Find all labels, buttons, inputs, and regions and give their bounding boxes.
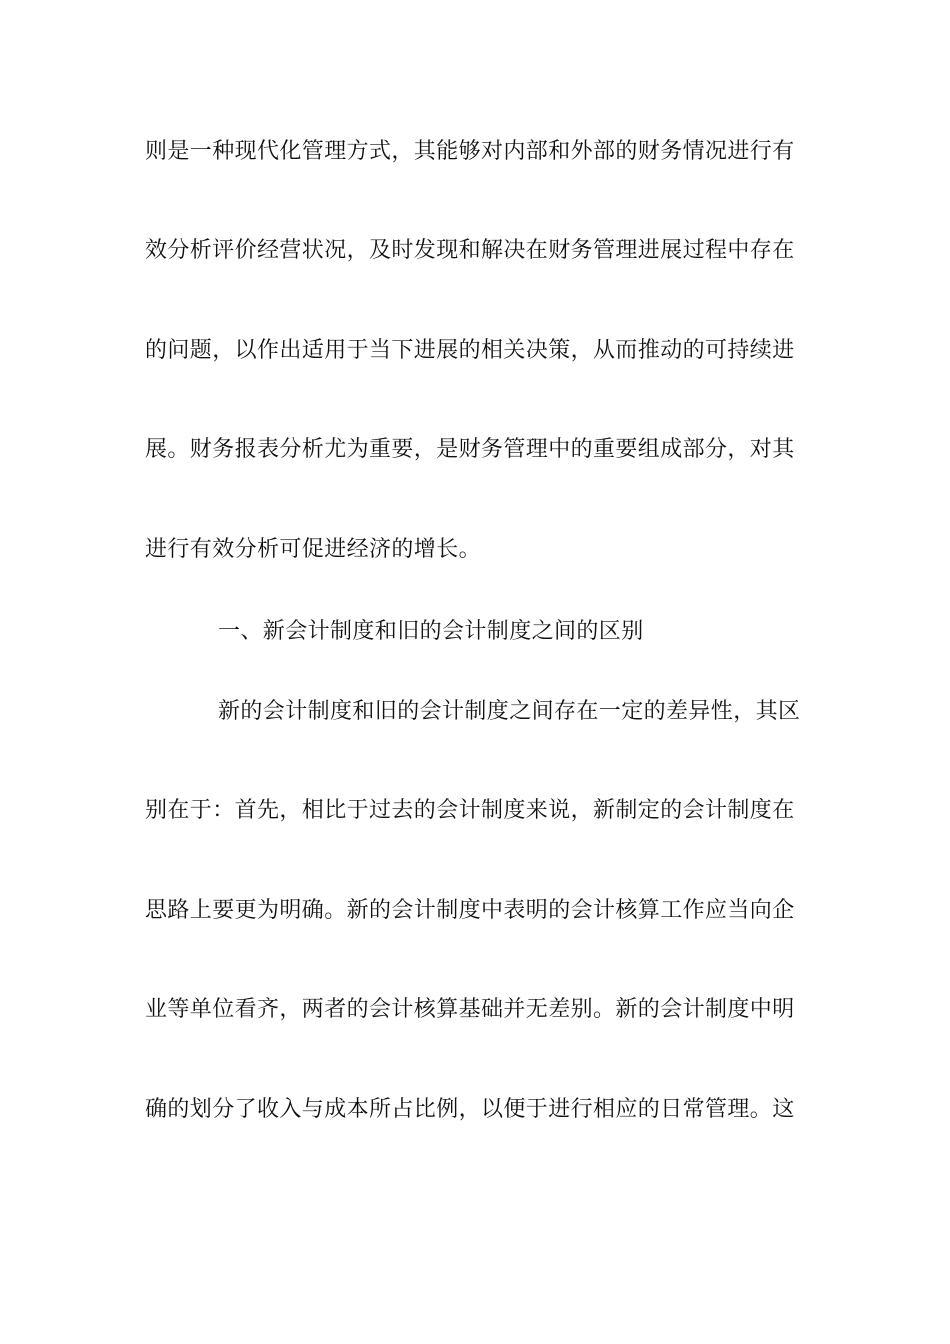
paragraph-line: 效分析评价经营状况，及时发现和解决在财务管理进展过程中存在 xyxy=(145,238,795,263)
paragraph-line: 新的会计制度和旧的会计制度之间存在一定的差异性，其区 xyxy=(218,699,801,724)
paragraph-line: 思路上要更为明确。新的会计制度中表明的会计核算工作应当向企 xyxy=(145,898,795,923)
paragraph-line: 进行有效分析可促进经济的增长。 xyxy=(145,537,482,562)
paragraph-line: 别在于：首先，相比于过去的会计制度来说，新制定的会计制度在 xyxy=(145,798,795,823)
paragraph-line: 展。财务报表分析尤为重要，是财务管理中的重要组成部分，对其 xyxy=(145,437,795,462)
paragraph-line: 则是一种现代化管理方式，其能够对内部和外部的财务情况进行有 xyxy=(145,139,795,164)
paragraph-line: 业等单位看齐，两者的会计核算基础并无差别。新的会计制度中明 xyxy=(145,997,795,1022)
paragraph-line: 确的划分了收入与成本所占比例，以便于进行相应的日常管理。这 xyxy=(145,1097,795,1122)
paragraph-line: 的问题，以作出适用于当下进展的相关决策，从而推动的可持续进 xyxy=(145,338,795,363)
section-heading: 一、新会计制度和旧的会计制度之间的区别 xyxy=(218,619,644,644)
